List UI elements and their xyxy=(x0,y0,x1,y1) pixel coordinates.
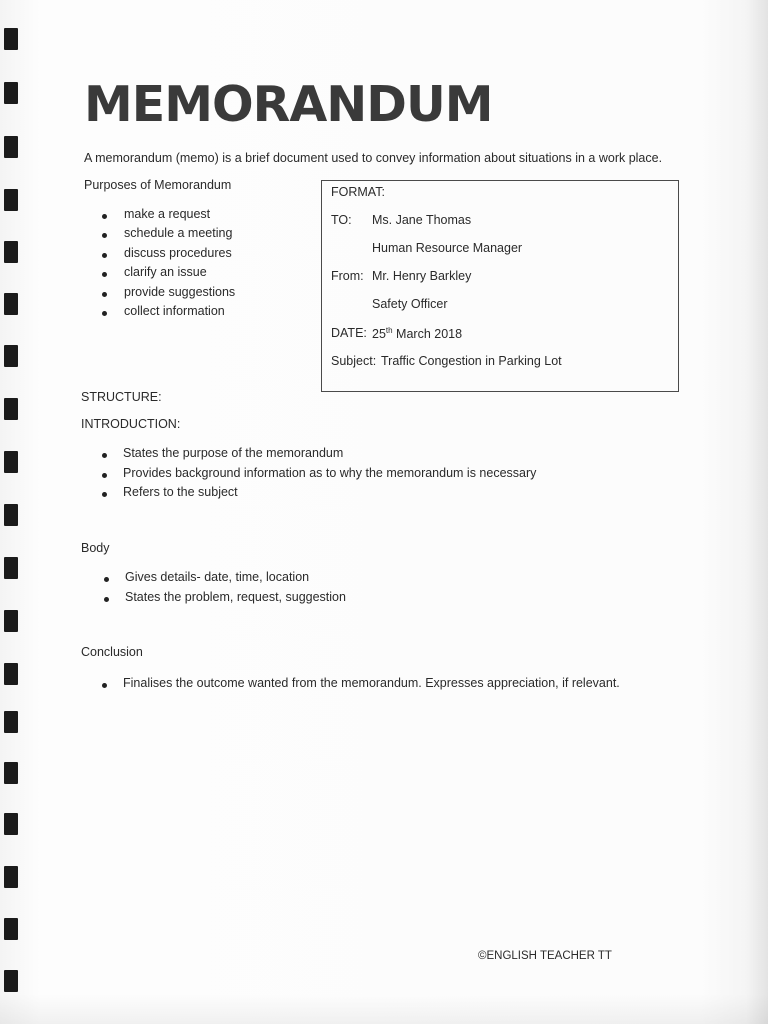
date-value xyxy=(372,326,462,341)
page-edge-shadow xyxy=(746,0,768,1024)
to-title: Human Resource Manager xyxy=(372,241,523,255)
date-suffix: th xyxy=(385,326,393,335)
binding-hole xyxy=(4,504,18,526)
introduction-heading: INTRODUCTION: xyxy=(81,417,181,431)
intro-text: A memorandum (memo) is a brief document used to convey information about situations in a work place. xyxy=(84,151,663,165)
binding-hole xyxy=(4,866,18,888)
binding-hole xyxy=(4,610,18,632)
body-list xyxy=(125,570,346,610)
binding-hole xyxy=(4,813,18,835)
list-item: States the purpose of the memorandum xyxy=(123,446,536,466)
date-rest: March 2018 xyxy=(392,327,463,342)
purposes-heading: Purposes of Memorandum xyxy=(84,178,232,192)
subject-value: Traffic Congestion in Parking Lot xyxy=(381,354,562,368)
binding-hole xyxy=(4,762,18,784)
binding-hole xyxy=(4,663,18,685)
from-title: Safety Officer xyxy=(372,297,448,311)
binding-hole xyxy=(4,241,18,263)
binding-hole xyxy=(4,293,18,315)
subject-label: Subject: xyxy=(331,354,377,368)
purposes-list xyxy=(124,207,235,323)
page-title: MEMORANDUM xyxy=(84,76,493,133)
binding-hole xyxy=(4,82,18,104)
format-box xyxy=(321,180,679,392)
format-heading: FORMAT: xyxy=(331,185,385,199)
to-name: Ms. Jane Thomas xyxy=(372,213,472,227)
conclusion-list xyxy=(123,676,620,690)
list-item: provide suggestions xyxy=(124,285,235,304)
binding-hole xyxy=(4,711,18,733)
list-item: Gives details- date, time, location xyxy=(125,570,346,590)
list-item: clarify an issue xyxy=(124,265,235,284)
list-item: Refers to the subject xyxy=(123,485,536,505)
date-label: DATE: xyxy=(331,326,367,340)
binding-hole xyxy=(4,189,18,211)
binding-hole xyxy=(4,398,18,420)
body-heading: Body xyxy=(81,541,110,555)
from-label: From: xyxy=(331,269,364,283)
binding-hole xyxy=(4,345,18,367)
introduction-list xyxy=(123,446,536,505)
structure-heading: STRUCTURE: xyxy=(81,390,162,404)
list-item: discuss procedures xyxy=(124,246,235,265)
binding-hole xyxy=(4,918,18,940)
to-label: TO: xyxy=(331,213,352,227)
binding-hole xyxy=(4,557,18,579)
list-item: collect information xyxy=(124,304,235,323)
list-item: Provides background information as to why the memorandum is necessary xyxy=(123,466,536,486)
list-item: schedule a meeting xyxy=(124,226,235,245)
list-item: make a request xyxy=(124,207,235,226)
binding-hole xyxy=(4,136,18,158)
copyright-footer: ©ENGLISH TEACHER TT xyxy=(478,950,612,962)
list-item: Finalises the outcome wanted from the memorandum. Expresses appreciation, if relevant. xyxy=(123,676,620,690)
binding-hole xyxy=(4,970,18,992)
binding-hole xyxy=(4,451,18,473)
from-name: Mr. Henry Barkley xyxy=(372,269,472,283)
conclusion-heading: Conclusion xyxy=(81,645,143,659)
page-bottom-shadow xyxy=(0,994,768,1024)
spiral-binding xyxy=(0,0,30,1024)
date-day: 25 xyxy=(372,327,386,342)
binding-hole xyxy=(4,28,18,50)
list-item: States the problem, request, suggestion xyxy=(125,590,346,610)
